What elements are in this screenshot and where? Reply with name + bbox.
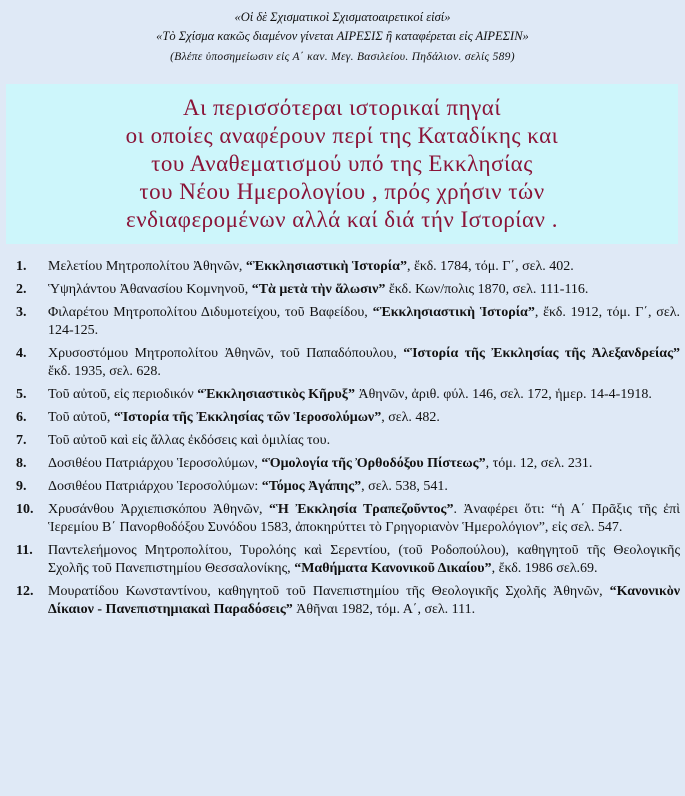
reference-author: Τοῦ αὐτοῦ, (48, 410, 114, 425)
reference-details: Ἀθῆναι 1982, τόμ. Α΄, σελ. 111. (292, 602, 476, 617)
reference-number: 8. (16, 456, 27, 471)
reference-details: , τόμ. 12, σελ. 231. (485, 456, 593, 471)
reference-details: ἔκδ. Κων/πολις 1870, σελ. 111-116. (385, 282, 589, 297)
reference-number: 4. (16, 346, 27, 361)
reference-title: “Ἐκκλησιαστικὸς Κῆρυξ” (197, 387, 355, 402)
reference-list (16, 258, 680, 624)
reference-item (16, 501, 680, 537)
reference-author: Τοῦ αὐτοῦ καὶ εἰς ἄλλας ἐκδόσεις καὶ ὁμιλίας του. (48, 433, 331, 448)
reference-author: Ὑψηλάντου Ἀθανασίου Κομνηνοῦ, (48, 282, 252, 297)
reference-item (16, 281, 680, 299)
reference-details: , ἔκδ. 1912, τόμ. Γ΄, σελ. 124-125. (48, 305, 681, 338)
reference-details: . Ἀναφέρει ὅτι: “ἡ Α΄ Πρᾶξις τῆς ἐπὶ Ἱερεμίου Β΄ Πανορθοδόξου Συνόδου 1583, ἀποκηρύττει τὸ Γρηγοριανὸν Ἡμερολόγιον”, εἰς σελ. 547. (48, 502, 680, 535)
reference-number: 10. (16, 502, 34, 517)
reference-text (48, 304, 680, 340)
reference-author: Χρυσοστόμου Μητροπολίτου Ἀθηνῶν, τοῦ Παπαδόπουλου, (48, 346, 404, 361)
banner-title: Αι περισσότεραι ιστορικαί πηγαί οι οποίες αναφέρουν περί της Καταδίκης και του Αναθεματισμού υπό της Εκκλησίας του Νέου Ημερολογίου , πρός χρήσιν τών ενδιαφερομένων αλλά καί διά τήν Ιστορίαν . (125, 95, 559, 232)
title-banner (6, 84, 678, 244)
reference-number: 3. (16, 305, 27, 320)
reference-number: 2. (16, 282, 27, 297)
reference-item (16, 432, 680, 450)
reference-text (48, 258, 680, 276)
reference-author: Δοσιθέου Πατριάρχου Ἱεροσολύμων, (48, 456, 262, 471)
reference-text (48, 345, 680, 381)
reference-text (48, 409, 680, 427)
reference-item (16, 409, 680, 427)
reference-item (16, 455, 680, 473)
reference-text (48, 281, 680, 299)
header-quotes (0, 0, 685, 67)
reference-item (16, 345, 680, 381)
reference-item (16, 258, 680, 276)
reference-text (48, 386, 680, 404)
quote-reference: (Βλέπε ὑποσημείωσιν εἰς Α΄ καν. Μεγ. Βασιλείου. Πηδάλιον. σελίς 589) (170, 51, 515, 63)
reference-title: “Τὰ μετὰ τὴν ἅλωσιν” (251, 282, 386, 297)
reference-details: ἔκδ. 1935, σελ. 628. (48, 364, 161, 379)
reference-details: , σελ. 482. (381, 410, 440, 425)
reference-title: “Ἱστορία τῆς Ἐκκλησίας τῆς Ἀλεξανδρείας” (403, 346, 681, 361)
reference-title: “Ἐκκλησιαστικὴ Ἱστορία” (372, 305, 535, 320)
reference-title: “Ἡ Ἐκκλησία Τραπεζοῦντος” (269, 502, 454, 517)
reference-text (48, 501, 680, 537)
reference-title: “Μαθήματα Κανονικοῦ Δικαίου” (294, 561, 492, 576)
reference-text (48, 432, 680, 450)
reference-item (16, 478, 680, 496)
reference-title: “Ἐκκλησιαστικὴ Ἱστορία” (245, 259, 407, 274)
reference-text (48, 455, 680, 473)
reference-title: “Ἱστορία τῆς Ἐκκλησίας τῶν Ἱεροσολύμων” (113, 410, 382, 425)
reference-item (16, 542, 680, 578)
reference-author: Χρυσάνθου Ἀρχιεπισκόπου Ἀθηνῶν, (48, 502, 270, 517)
reference-details: Ἀθηνῶν, ἀριθ. φύλ. 146, σελ. 172, ἡμερ. 14-4-1918. (354, 387, 652, 402)
reference-title: “Κανονικὸν Δίκαιον - Πανεπιστημιακαὶ Παραδόσεις” (48, 584, 680, 617)
reference-text (48, 542, 680, 578)
reference-number: 11. (16, 543, 33, 558)
reference-number: 9. (16, 479, 27, 494)
reference-number: 6. (16, 410, 27, 425)
reference-details: , ἔκδ. 1784, τόμ. Γ΄, σελ. 402. (406, 259, 574, 274)
reference-number: 5. (16, 387, 27, 402)
reference-text (48, 478, 680, 496)
reference-number: 12. (16, 584, 34, 599)
quote-line-1: «Οἱ δὲ Σχισματικοὶ Σχισματοαιρετικοί εἰσί» (234, 10, 451, 24)
reference-title: “Ὁμολογία τῆς Ὀρθοδόξου Πίστεως” (261, 456, 486, 471)
reference-author: Παντελεήμονος Μητροπολίτου, Τυρολόης καὶ Σερεντίου, (τοῦ Ροδοπούλου), καθηγητοῦ τῆς Θεολογικῆς Σχολῆς τοῦ Πανεπιστημίου Θεσσαλονίκης, (48, 543, 680, 576)
reference-item (16, 304, 680, 340)
reference-author: Φιλαρέτου Μητροπολίτου Διδυμοτείχου, τοῦ Βαφείδου, (48, 305, 373, 320)
reference-number: 1. (16, 259, 27, 274)
reference-number: 7. (16, 433, 27, 448)
reference-author: Μουρατίδου Κωνσταντίνου, καθηγητοῦ τοῦ Πανεπιστημίου τῆς Θεολογικῆς Σχολῆς Ἀθηνῶν, (48, 584, 610, 599)
reference-author: Τοῦ αὐτοῦ, εἰς περιοδικόν (48, 387, 198, 402)
reference-title: “Τόμος Ἀγάπης” (261, 479, 362, 494)
reference-details: , σελ. 538, 541. (361, 479, 448, 494)
reference-text (48, 583, 680, 619)
reference-item (16, 386, 680, 404)
quote-line-2: «Τὸ Σχίσμα κακῶς διαμένον γίνεται ΑΙΡΕΣΙΣ ἢ καταφέρεται εἰς ΑΙΡΕΣΙΝ» (156, 29, 529, 43)
reference-item (16, 583, 680, 619)
reference-author: Μελετίου Μητροπολίτου Ἀθηνῶν, (48, 259, 246, 274)
reference-author: Δοσιθέου Πατριάρχου Ἱεροσολύμων: (48, 479, 262, 494)
reference-details: , ἔκδ. 1986 σελ.69. (491, 561, 598, 576)
